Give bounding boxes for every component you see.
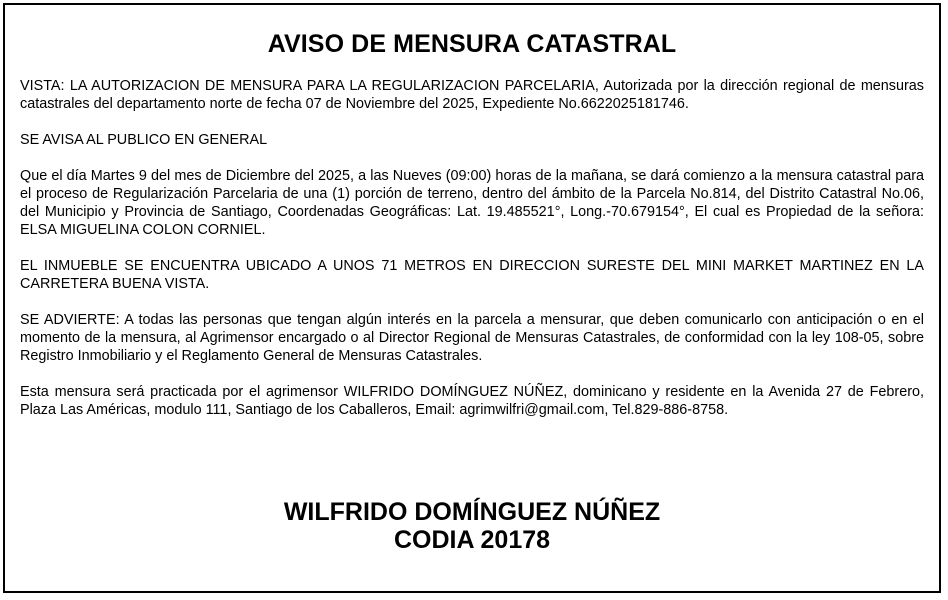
paragraph-survey-date: Que el día Martes 9 del mes de Diciembre del 2025, a las Nueves (09:00) horas de la mañana, se dará comienzo a la mensura catastral para el proceso de Regularización Parcelaria de una (1) porción de terreno, dentro del ámbito de la Parcela No.814, del Distrito Catastral No.06, del Municipio y Provincia de Santiago, Coordenadas Geográficas: Lat. 19.485521°, Long.-70.679154°, El cual es Propiedad de la señora: ELSA MIGUELINA COLON CORNIEL. bbox=[20, 168, 924, 238]
signature-block bbox=[5, 498, 939, 554]
notice-body bbox=[20, 77, 924, 419]
signature-codia: CODIA 20178 bbox=[393, 526, 551, 554]
signature-name: WILFRIDO DOMÍNGUEZ NÚÑEZ bbox=[283, 498, 661, 526]
notice-frame bbox=[3, 3, 941, 593]
paragraph-location: EL INMUEBLE SE ENCUENTRA UBICADO A UNOS 71 METROS EN DIRECCION SURESTE DEL MINI MARKET MARTINEZ EN LA CARRETERA BUENA VISTA. bbox=[20, 258, 924, 292]
paragraph-vista: VISTA: LA AUTORIZACION DE MENSURA PARA LA REGULARIZACION PARCELARIA, Autorizada por la dirección regional de mensuras catastrales del departamento norte de fecha 07 de Noviembre del 2025, Expediente No.6622025181746. bbox=[20, 78, 924, 112]
notice-title: AVISO DE MENSURA CATASTRAL bbox=[267, 30, 677, 58]
paragraph-public-notice: SE AVISA AL PUBLICO EN GENERAL bbox=[20, 132, 268, 148]
paragraph-surveyor: Esta mensura será practicada por el agrimensor WILFRIDO DOMÍNGUEZ NÚÑEZ, dominicano y residente en la Avenida 27 de Febrero, Plaza Las Américas, modulo 111, Santiago de los Caballeros, Email: agrimwilfri@gmail.com, Tel.829-886-8758. bbox=[20, 384, 924, 418]
paragraph-warning: SE ADVIERTE: A todas las personas que tengan algún interés en la parcela a mensurar, que deben comunicarlo con anticipación o en el momento de la mensura, al Agrimensor encargado o al Director Regional de Mensuras Catastrales, de conformidad con la ley 108-05, sobre Registro Inmobiliario y el Reglamento General de Mensuras Catastrales. bbox=[20, 312, 924, 364]
